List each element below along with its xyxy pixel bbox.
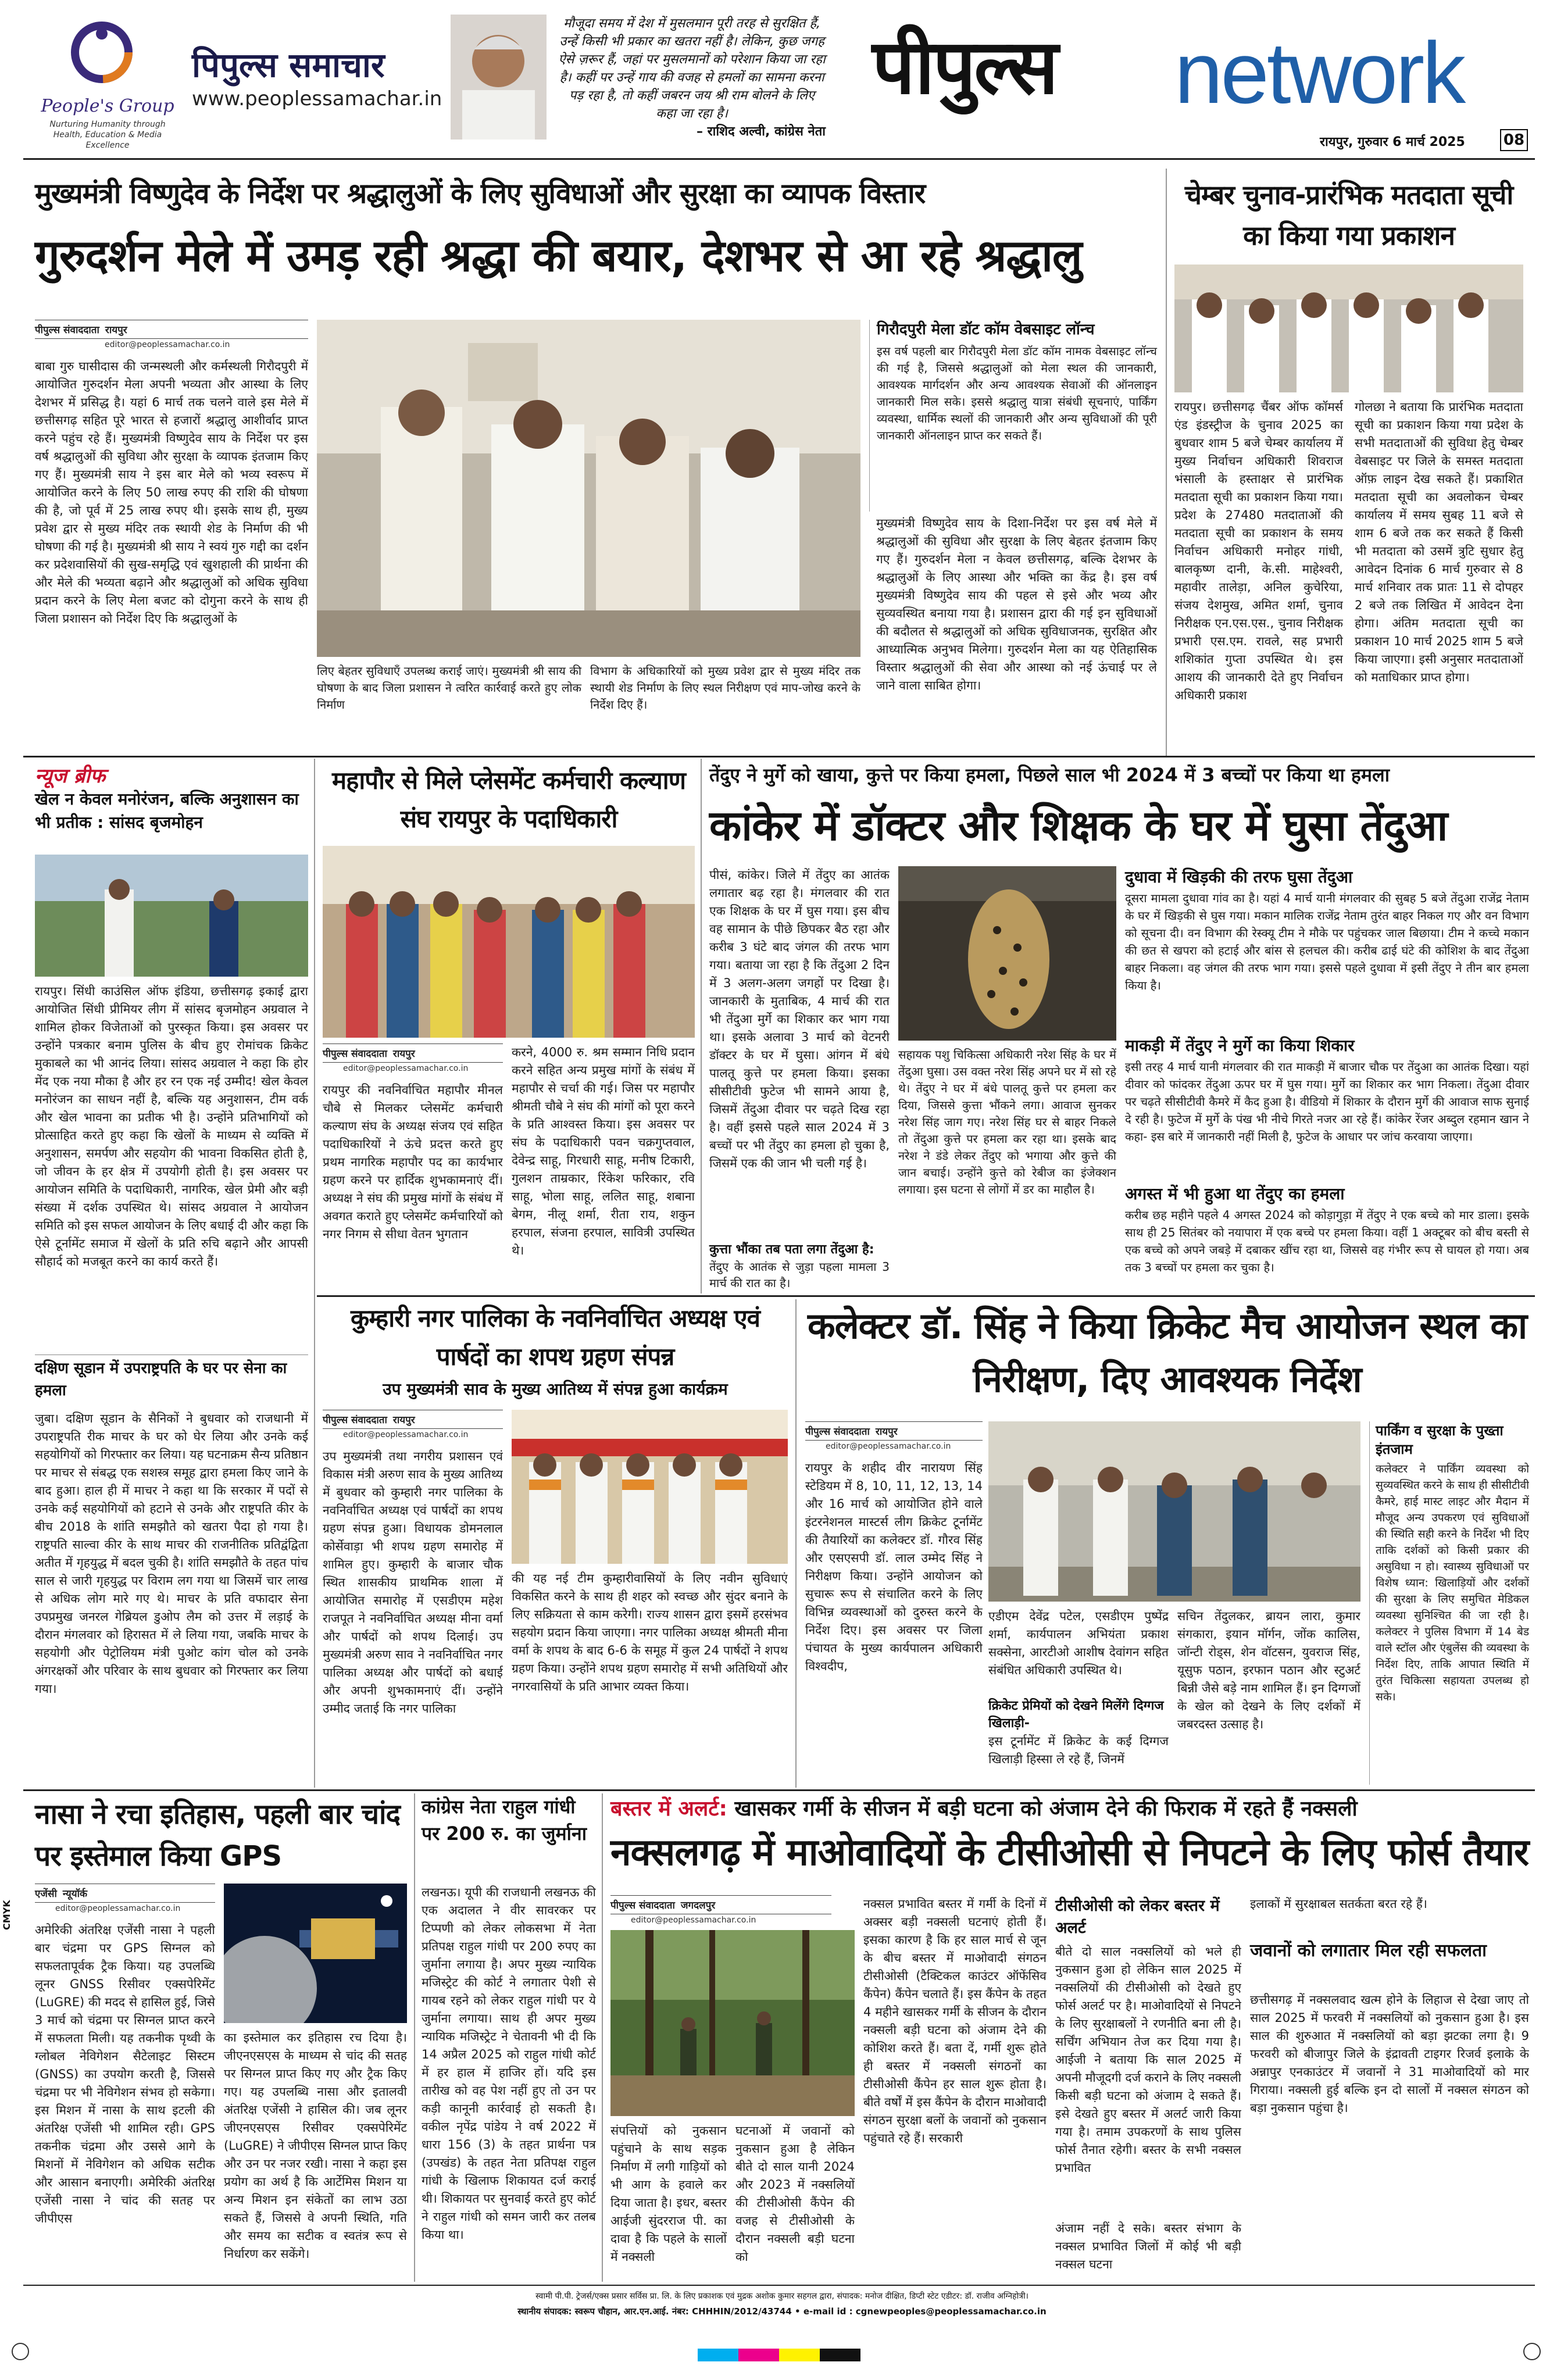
brief-col-divider (314, 759, 315, 1788)
lead-col1: बाबा गुरु घासीदास की जन्मस्थली और कर्मस्थली गिरौदपुरी में आयोजित गुरुदर्शन मेला अपनी भव्यता और आस्था के लिए देशभर में प्रसिद्ध है। यहां 6 मार्च तक चलने वाले इस मेले में छत्तीसगढ़ सहित पूरे भारत से हजारों श्रद्धालु आशीर्वाद प्राप्त करने पहुंच रहे हैं। मुख्यमंत्री विष्णुदेव साय के निर्देश पर इस वर्ष श्रद्धालुओं की सुविधा और सुरक्षा के व्यापक इंतजाम किए गए हैं। मुख्यमंत्री साय ने इस बार मेले को भव्य स्वरूप में आयोजित करने के लिए 50 लाख रुपए की राशि की घोषणा की है, जो पूर्व में 25 लाख रुपए थी। इसके साथ ही, मुख्य प्रवेश द्वार से मुख्य मंदिर तक स्थायी शेड के निर्माण की भी घोषणा की गई है। मुख्यमंत्री श्री साय ने स्वयं गुरु गद्दी का दर्शन कर प्रदेशवासियों की सुख-समृद्धि एवं खुशहाली की प्रार्थना की और मेले की भव्यता बढ़ाने और श्रद्धालुओं को अधिक सुविधा प्रदान करने के लिए मेला बजट को दोगुना करने के साथ ही जिला प्रशासन को निर्देश दिए कि श्रद्धालुओं के (35, 359, 308, 626)
byline-name: पीपुल्स संवाददाता (323, 1414, 387, 1426)
leopard-headline: कांकेर में डॉक्टर और शिक्षक के घर में घुसा तेंदुआ (709, 801, 1448, 850)
kumhari-col1: उप मुख्यमंत्री तथा नगरीय प्रशासन एवं विकास मंत्री अरुण साव के मुख्य आतिथ्य में बुधवार को कुम्हारी नगर पालिका के नवनिर्वाचित अध्यक्ष एवं पार्षदों का शपथ ग्रहण संपन्न हुआ। विधायक डोमनलाल कोर्सेवाड़ा भी शपथ ग्रहण समारोह में शामिल हुए। कुम्हारी के बाजार चौक स्थित शासकीय प्राथमिक शाला में आयोजित समारोह में एसडीएम महेश राजपूत ने नवनिर्वाचित अध्यक्ष मीना वर्मा और पार्षदों को शपथ दिलाई। उप मुख्यमंत्री अरुण साव ने नवनिर्वाचित नगर पालिका अध्यक्ष और पार्षदों को बधाई और अपनी शुभकामनाएं दीं। उन्होंने उम्मीद जताई कि नगर पालिका (323, 1449, 503, 1716)
nasa-photo (224, 1884, 407, 2023)
leopard-sub4-text: करीब छह महीने पहले 4 अगस्त 2024 को कोड़ागुड़ा में तेंदुए ने एक बच्चे को मार डाला। इसके साथ ही 25 सितंबर को नयापारा में एक बच्चे पर हमला किया। वहीं 1 अक्टूबर को बीच बस्ती से एक बच्चे को अपने जबड़े में दबाकर खींच रहा था, जिससे वह गंभीर रूप से घायल हो गया। अब तक 3 बच्चों पर हमला कर चुका है। (1125, 1208, 1529, 1274)
leopard-sub1-text: तेंदुए के आतंक से जुड़ा पहला मामला 3 मार्च की रात का है। (709, 1260, 890, 1290)
collector-byline (805, 1421, 983, 1441)
mayor-col2: करने, 4000 रु. श्रम सम्मान निधि प्रदान करने सहित अन्य प्रमुख मांगों के संबंध में महापौर से चर्चा की गई। जिस पर महापौर श्रीमती चौबे ने संघ की मांगों को पूरा करने के प्रति आश्वस्त किया। इस अवसर पर संघ के पदाधिकारी पवन चक्रगुप्तवाल, देवेन्द्र साहू, गिरधारी साहू, मनीष टिकारी, गुलशन ताम्रकार, रिंकेश फरिकार, रवि साहू, भोला साहू, ललित साहू, शबाना बेगम, नीलू शर्मा, रीता राय, शकुन हरपाल, संजना हरपाल, सावित्री उपस्थित थे। (512, 1045, 695, 1257)
brief-text-2: जुबा। दक्षिण सूडान के सैनिकों ने बुधवार को राजधानी में उपराष्ट्रपति रीक माचर के घर को घेर लिया और उनके कई सहयोगियों को गिरफ्तार कर लिया। यह घटनाक्रम सैन्य प्रतिष्ठान पर माचर से संबद्ध एक सशस्त्र समूह द्वारा हमला किए जाने के बाद हुआ। हाल ही में माचर ने कहा था कि सरकार में पदों से उनके कई सहयोगियों को हटाने से उनके और राष्ट्रपति कीर के बीच 2018 के शांति समझौते को खतरा पैदा हो गया है। राष्ट्रपति साल्वा कीर के साथ माचर की राजनीतिक प्रतिद्वंद्विता अतीत में गृहयुद्ध में बदल चुकी है। शांति समझौते के तहत पांच साल से जारी गृहयुद्ध पर विराम लग गया था जिसमें चार लाख से अधिक लोग मारे गए थे। माचर के प्रति वफादार सेना उपप्रमुख जनरल गेब्रियल डुओप लैम को उत्तर में लड़ाई के दौरान मंगलवार को हिरासत में ले लिया गया, जबकि माचर के सहयोगी और पेट्रोलियम मंत्री पुओट कांग चोल को उनके अंगरक्षकों और परिवार के साथ बुधवार को गिरफ्तार कर लिया गया। (35, 1411, 308, 1696)
naxal-left-fragment: अंजाम नहीं दे सके। बस्तर संभाग के नक्सल प्रभावित जिलों में कोई भी बड़ी नक्सल घटना (1055, 2221, 1241, 2271)
quote-text: मौजूदा समय में देश में मुसलमान पूरी तरह से सुरक्षित हैं, उन्हें किसी भी प्रकार का खतरा नहीं है। लेकिन, कुछ जगह ऐसे ज़रूर हैं, जहां पर मुसलमानों को परेशान किया जा रहा है। कहीं पर उन्हें गाय की वजह से हमलों का सामना करना पड़ रहा है, तो कहीं जबरन जय श्री राम बोलने के लिए कहा जा रहा है। (558, 16, 826, 121)
nasa-col2: का इस्तेमाल कर इतिहास रच दिया है। जीएनएसएस के माध्यम से चांद की सतह पर सिग्नल प्राप्त किए गए और ट्रैक किए गए। यह उपलब्धि नासा और इतालवी अंतरिक्ष एजेंसी ने हासिल की। जब लूनर जीएनएसएस रिसीवर एक्सपेरिमेंट (LuGRE) ने जीपीएस सिग्नल प्राप्त किए और उन पर नजर रखी। नासा ने कहा इस प्रयोग का अर्थ है कि आर्टेमिस मिशन या अन्य मिशन इन संकेतों का लाभ उठा सकते हैं, जिससे वे अपनी स्थिति, गति और समय का सटीक व स्वतंत्र रूप से निर्धारण कर सकेंगे। (224, 2031, 407, 2261)
collector-headline: कलेक्टर डॉ. सिंह ने किया क्रिकेट मैच आयोजन स्थल का निरीक्षण, दिए आवश्यक निर्देश (807, 1305, 1527, 1400)
naxal-sub: जवानों को लगातार मिल रही सफलता (1250, 1941, 1487, 1961)
byline-name: पीपुल्स संवाददाता (323, 1048, 387, 1060)
registration-mark-left (12, 2343, 29, 2360)
collector-col3: सचिन तेंदुलकर, ब्रायन लारा, कुमार संगकारा, इयान मॉर्गन, जोंक कालिस, जॉन्टी रोड्स, शेन वॉटसन, युवराज सिंह, यूसुफ पठान, इरफान पठान और स्टुअर्ट बिन्नी जैसे बड़े नाम शामिल हैं। इन दिग्गजों के खेल को देखने के लिए दर्शकों में जबरदस्त उत्साह है। (1177, 1609, 1360, 1731)
mayor-byline (323, 1044, 503, 1063)
lead-byline (35, 320, 308, 339)
naxal-byline (610, 1895, 831, 1914)
date-line: रायपुर, गुरुवार 6 मार्च 2025 (1320, 135, 1465, 149)
mayor-photo (323, 846, 695, 1038)
registration-mark-right (1523, 2343, 1541, 2360)
collector-email[interactable]: editor@peoplessamachar.co.in (826, 1442, 951, 1451)
brief-text-1: रायपुर। सिंधी काउंसिल ऑफ इंडिया, छत्तीसगढ़ इकाई द्वारा आयोजित सिंधी प्रीमियर लीग में सांसद बृजमोहन अग्रवाल ने शामिल होकर विजेताओं को पुरस्कृत किया। इस अवसर पर उन्होंने पत्रकार बनाम पुलिस के बीच हुए रोमांचक क्रिकेट मुकाबले का भी आनंद लिया। सांसद अग्रवाल ने कहा कि होर मेंद एक नया मौका है और हर रन एक नई उम्मीद! खेल केवल मनोरंजन का साधन नहीं है, बल्कि यह अनुशासन, टीम वर्क और खेल भावना का प्रतीक भी है। उन्होंने प्रतिभागियों को प्रोत्साहित करते हुए कहा कि खेलों के माध्यम से व्यक्ति में अनुशासन, समर्पण और सहयोग की भावना विकसित होती है, जो जीवन के हर क्षेत्र में उपयोगी होती है। इस अवसर पर आयोजन समिति के पदाधिकारी, नागरिक, खेल प्रेमी और बड़ी संख्या में दर्शक उपस्थित थे। सांसद अग्रवाल ने आयोजन समिति को इस सफल आयोजन के लिए बधाई दी और कहा कि ऐसे टूर्नामेंट समाज में खेलों के प्रति रुचि बढ़ाने और आपसी सौहार्द को मजबूत करने का कार्य करते हैं। (35, 984, 308, 1268)
leopard-sub3-text: इसी तरह 4 मार्च यानी मंगलवार की रात माकड़ी में बाजार चौक पर तेंदुआ का आतंक दिखा। यहां दीवार को फांदकर तेंदुआ ऊपर घर में घुस गया। मुर्गे का शिकार कर भाग निकला। तेंदुआ दीवार पर चढ़ते सीसीटीवी कैमरे में कैद हुआ है। वीडियो में शिकार के दौरान मुर्गे की आवाज साफ सुनाई दे रही है। फुटेज में मुर्गे के पंख भी नीचे गिरते नजर आ रहे हैं। कांकेर रेंजर अब्दुल रहमान खान ने कहा- इस बारे में जानकारी नहीं मिली है, फुटेज के आधार पर जांच करवाया जाएगा। (1125, 1060, 1529, 1143)
mayor-headline: महापौर से मिले प्लेसमेंट कर्मचारी कल्याण संघ रायपुर के पदाधिकारी (331, 766, 686, 833)
naxal-headline: नक्सलगढ़ में माओवादियों के टीसीओसी से निपटने के लिए फोर्स तैयार (610, 1831, 1529, 1874)
lead-col3: मुख्यमंत्री विष्णुदेव साय के दिशा-निर्देश पर इस वर्ष मेले में श्रद्धालुओं की सुविधा और सुरक्षा के लिए बेहतर इंतजाम किए गए हैं। गुरुदर्शन मेला न केवल छत्तीसगढ़, बल्कि देशभर के श्रद्धालुओं के लिए आस्था और भक्ति का केंद्र है। इस वर्ष मुख्यमंत्री विष्णुदेव साय की पहल से इसे और भव्य और सुव्यवस्थित बनाया गया है। प्रशासन द्वारा की गई इन सुविधाओं की बदौलत से श्रद्धालुओं को अधिक सुविधाजनक, सुरक्षित और आध्यात्मिक अनुभव मिलेगा। गुरुदर्शन मेला का यह ऐतिहासिक विस्तार श्रद्धालुओं की सेवा और आस्था को नई ऊंचाई पर ले जाने वाला साबित होगा। (876, 516, 1157, 692)
collector-col1: रायपुर के शहीद वीर नारायण सिंह स्टेडियम में 8, 10, 11, 12, 13, 14 और 16 मार्च को आयोजित होने वाले इंटरनेशनल मास्टर्स लीग क्रिकेट टूर्नामेंट की तैयारियों का कलेक्टर डॉ. गौरव सिंह और एसएसपी डॉ. लाल उम्मेद सिंह ने निरीक्षण किया। उन्होंने आयोजन को सुचारू रूप से संचालित करने के लिए विभिन्न व्यवस्थाओं को दुरुस्त करने के निर्देश दिए। इस अवसर पर जिला पंचायत के मुख्य कार्यपालन अधिकारी विश्वदीप, (805, 1461, 983, 1673)
row3-divider (23, 1789, 1535, 1791)
quote-author: – राशिद अल्वी, कांग्रेस नेता (696, 124, 826, 139)
news-brief-label: न्यूज ब्रीफ (35, 764, 106, 788)
kumhari-deck: उप मुख्यमंत्री साव के मुख्य आतिथ्य में संपन्न हुआ कार्यक्रम (383, 1380, 728, 1399)
byline-place: रायपुर (392, 1414, 415, 1426)
collector-sub-text: इस टूर्नामेंट में क्रिकेट के कई दिग्गज खिलाड़ी हिस्सा ले रहे हैं, जिनमें (988, 1734, 1169, 1766)
nasa-divider (414, 1793, 415, 2282)
collector-col2: एडीएम देवेंद्र पटेल, एसडीएम पुष्पेंद्र शर्मा, कार्यपालन अभियंता प्रकाश सक्सेना, आरटीओ आशीष देवांगन सहित संबंधित अधिकारी उपस्थित थे। (988, 1609, 1169, 1677)
leopard-deck: तेंदुए ने मुर्गे को खाया, कुत्ते पर किया हमला, पिछले साल भी 2024 में 3 बच्चों पर किया था हमला (709, 764, 1390, 786)
page-number: 08 (1500, 129, 1528, 151)
byline-place: जगदलपुर (680, 1900, 716, 1911)
parking-box-title: पार्किंग व सुरक्षा के पुख्ता इंतजाम (1376, 1423, 1504, 1457)
naxal-kicker (610, 1793, 1529, 1825)
color-bar (698, 2349, 860, 2361)
leopard-sub4: अगस्त में भी हुआ था तेंदुए का हमला (1125, 1184, 1345, 1203)
lead-email[interactable]: editor@peoplessamachar.co.in (105, 340, 230, 349)
kumhari-headline: कुम्हारी नगर पालिका के नवनिर्वाचित अध्यक्ष एवं पार्षदों का शपथ ग्रहण संपन्न (350, 1304, 760, 1371)
footer-divider (23, 2285, 1535, 2286)
group-tagline: Nurturing Humanity through Health, Education & Media Excellence (49, 120, 166, 150)
kumhari-col2: की यह नई टीम कुम्हारीवासियों के लिए नवीन सुविधाएं विकसित करने के साथ ही शहर को स्वच्छ और सुंदर बनाने के लिए सक्रियता से काम करेगी। राज्य शासन द्वारा इसमें हरसंभव सहयोग प्रदान किया जाएगा। नगर पालिका अध्यक्ष श्रीमती मीना वर्मा के शपथ के बाद 6-6 के समूह में कुल 24 पार्षदों ने शपथ ग्रहण किया। उन्होंने शपथ ग्रहण समारोह में सभी अतिथियों और नगरवासियों के प्रति आभार व्यक्त किया। (512, 1571, 788, 1693)
collector-parking-box (1369, 1421, 1529, 1785)
byline-name: पीपुल्स संवाददाता (35, 324, 99, 336)
nasa-byline (35, 1884, 215, 1903)
mid-col-divider (701, 759, 702, 1293)
brand-hindi: पीपुल्स (872, 23, 1057, 111)
brief-headline-2: दक्षिण सूडान में उपराष्ट्रपति के घर पर सेना का हमला (35, 1360, 287, 1399)
naxal-sub-text: छत्तीसगढ़ में नक्सलवाद खत्म होने के लिहाज से देखा जाए तो साल 2025 में फरवरी में नक्सलियों को नुकसान हुआ है। इस साल की शुरुआत में नक्सलियों को बड़ा झटका लगा है। 9 फरवरी को बीजापुर जिले के इंद्रावती टाइगर रिजर्व इलाके के अन्नापुर एनकाउंटर में जवानों ने 31 माओवादियों को मार गिराया। नक्सली हुई बल्कि इन दो सालों में नक्सल संगठन को बड़ा नुकसान पहुंचा है। (1250, 1993, 1529, 2115)
chamber-headline: चेम्बर चुनाव-प्रारंभिक मतदाता सूची का किया गया प्रकाशन (1184, 179, 1513, 251)
byline-place: रायपुर (105, 324, 127, 336)
byline-place: रायपुर (392, 1048, 415, 1060)
lead-website-box (869, 320, 1157, 512)
byline-name: पीपुल्स संवाददाता (805, 1426, 870, 1438)
mayor-col1: रायपुर की नवनिर्वाचित महापौर मीनल चौबे से मिलकर प्लेसमेंट कर्मचारी कल्याण संघ के अध्यक्ष संजय एवं सहित पदाधिकारियों ने ऊंचे प्रदत्त करते हुए प्रथम नागरिक महापौर पद का कार्यभार ग्रहण करने पर हार्दिक शुभकामनाएं दीं। अध्यक्ष ने संघ की प्रमुख मांगों के संबंध में अवगत कराते हुए प्लेसमेंट कर्मचारियों को नगर निगम से सीधा वेतन भुगतान (323, 1083, 503, 1241)
leopard-sub2: दुधावा में खिड़की की तरफ घुसा तेंदुआ (1125, 867, 1353, 887)
byline-agency: एजेंसी (35, 1888, 57, 1900)
naxal-photo (610, 1930, 855, 2116)
row2-divider (317, 1295, 1535, 1297)
naxal-alert-box (1055, 1895, 1241, 2279)
kumhari-divider (795, 1299, 797, 1788)
parking-box-text: कलेक्टर ने पार्किंग व्यवस्था को सुव्यवस्थित करने के साथ ही सीसीटीवी कैमरे, हाई मास्ट लाइट और मैदान में मौजूद अन्य उपकरण एवं सुविधाओं की स्थिति सही करने के निर्देश भी दिए ताकि दर्शकों को किसी प्रकार की असुविधा न हो। स्वास्थ्य सुविधाओं पर विशेष ध्यान: खिलाड़ियों और दर्शकों की सुरक्षा के लिए समुचित मेडिकल व्यवस्था सुनिश्चित की जा रही है। कलेक्टर ने पुलिस विभाग में 14 बेड वाले स्टॉल और एंबुलेंस की व्यवस्था के निर्देश दिए, ताकि आपात स्थिति में तुरंत चिकित्सा सहायता उपलब्ध हो सके। (1376, 1463, 1529, 1703)
brand-english: network (1174, 24, 1464, 121)
brief-photo-1 (35, 855, 308, 977)
nasa-headline: नासा ने रचा इतिहास, पहली बार चांद पर इस्तेमाल किया GPS (35, 1798, 400, 1872)
byline-name: पीपुल्स संवाददाता (610, 1900, 675, 1911)
nasa-email[interactable]: editor@peoplessamachar.co.in (55, 1904, 181, 1913)
brief-headline-1: खेल न केवल मनोरंजन, बल्कि अनुशासन का भी प्रतीक : सांसद बृजमोहन (35, 789, 299, 832)
footer-line-2: स्थानीय संपादक: स्वरूप चौहान, आर.एन.आई. नंबर: CHHHIN/2012/43744 • e-mail id : cgnewpeoples@peoplessamachar.co.in (517, 2306, 1047, 2317)
leopard-sub2-text: दूसरा मामला दुधावा गांव का है। यहां 4 मार्च यानी मंगलवार की सुबह 5 बजे तेंदुआ राजेंद्र नेताम के घर में खिड़की से घुस गया। मकान मालिक राजेंद्र नेताम तुरंत बाहर निकल गए और वन विभाग को सूचना दी। वन विभाग की रेस्क्यू टीम ने मौके पर पहुंचकर जाल बिछाया। टीम ने कच्चे मकान की छत से खपरा को हटाई और बांस से हलचल की। करीब ढाई घंटे की कोशिश के बाद तेंदुआ बाहर निकला। वह जंगल की तरफ भाग गया। इससे पहले दुधावा में इसी तेंदुए ने तीन बार हमला किया है। (1125, 891, 1529, 992)
naxal-col1: नक्सल प्रभावित बस्तर में गर्मी के दिनों में अक्सर बड़ी नक्सली घटनाएं होती हैं। इसका कारण है कि हर साल मार्च से जून के बीच बस्तर में माओवादी संगठन टीसीओसी (टैक्टिकल काउंटर ऑफेंसिव कैंपेन) कैंपेन चलाते हैं। इस कैंपेन के तहत 4 महीने खासकर गर्मी के सीजन के दौरान नक्सली बड़ी घटना को अंजाम देने की कोशिश करते हैं। बता दें, गर्मी शुरू होते ही बस्तर में नक्सली संगठनों का टीसीओसी कैंपेन हर साल शुरू होता है। बीते वर्षों में इस कैंपेन के दौरान माओवादी संगठन सुरक्षा बलों के जवानों को नुकसान पहुंचाते रहे हैं। सरकारी (863, 1897, 1047, 2145)
byline-place: न्यूयॉर्क (62, 1888, 88, 1900)
collector-sub: क्रिकेट प्रेमियों को देखने मिलेंगे दिग्गज खिलाड़ी- (988, 1699, 1164, 1731)
naxal-email[interactable]: editor@peoplessamachar.co.in (631, 1916, 756, 1925)
paper-title: पिपुल्स समाचार (192, 45, 385, 85)
chamber-col1: रायपुर। छत्तीसगढ़ चैंबर ऑफ कॉमर्स एंड इंडस्ट्रीज के चुनाव 2025 का बुधवार शाम 5 बजे चेम्बर कार्यालय में मुख्य निर्वाचन अधिकारी शिवराज भंसाली के हस्ताक्षर से प्रारंभिक मतदाता सूची का प्रकाशन किया गया। प्रदेश के 27480 मतदाताओं की मतदाता सूची का प्रकाशन के समय निर्वाचन अधिकारी मनोहर गांधी, बालकृष्ण दानी, के.सी. माहेश्वरी, महावीर तालेड़ा, अनिल कुचेरिया, संजय देशमुख, अमित शर्मा, चुनाव निरीक्षक एन.एस.एस., चुनाव निरीक्षक प्रभारी एस.एम. रावले, सह प्रभारी शशिकांत गुप्ता उपस्थित थे। इस आशय की जानकारी देते हुए निर्वाचन अधिकारी प्रकाश (1174, 400, 1343, 702)
lead-photo (317, 320, 860, 657)
naxal-col3: इलाकों में सुरक्षाबल सतर्कता बरत रहे हैं। (1250, 1897, 1427, 1911)
row1-divider (23, 756, 1535, 757)
quote-author-photo (451, 15, 547, 140)
group-name: People's Group (41, 96, 174, 116)
masthead (0, 0, 1557, 174)
rahul-col1: लखनऊ। यूपी की राजधानी लखनऊ की एक अदालत ने वीर सावरकर पर टिप्पणी को लेकर लोकसभा में नेता प्रतिपक्ष राहुल गांधी पर 200 रुपए का जुर्माना लगाया है। अपर मुख्य न्यायिक मजिस्ट्रेट की कोर्ट ने लगातार पेशी से गायब रहने को लेकर राहुल गांधी पर ये जुर्माना लगाया। साथ ही अपर मुख्य न्यायिक मजिस्ट्रेट ने चेतावनी भी दी कि 14 अप्रैल 2025 को राहुल गांधी कोर्ट में हर हाल में हाजिर हों। यदि इस तारीख को वह पेश नहीं हुए तो उन पर कड़ी कानूनी कार्रवाई हो सकती है। वकील नृपेंद्र पांडेय ने वर्ष 2022 में धारा 156 (3) के तहत प्रार्थना पत्र (उपखंड) के तहत नेता प्रतिपक्ष राहुल गांधी के खिलाफ शिकायत दर्ज कराई थी। शिकायत पर सुनवाई करते हुए कोर्ट ने राहुल गांधी को समन जारी कर तलब किया था। (422, 1885, 596, 2242)
website-link[interactable]: www.peoplessamachar.in (192, 87, 442, 110)
cmyk-mark: CMYK (1, 1900, 12, 1930)
nasa-col1: अमेरिकी अंतरिक्ष एजेंसी नासा ने पहली बार चंद्रमा पर GPS सिग्नल को सफलतापूर्वक ट्रैक किया। यह उपलब्धि लूनर GNSS रिसीवर एक्सपेरिमेंट (LuGRE) की मदद से हासिल हुई, जिसे 3 मार्च को चंद्रमा पर सिग्नल प्राप्त करने में सफलता मिली। यह तकनीक पृथ्वी के ग्लोबल नेविगेशन सैटेलाइट सिस्टम (GNSS) का उपयोग करती है, जिससे चंद्रमा पर भी नेविगेशन संभव हो सकेगा। इस मिशन में नासा के साथ इटली की अंतरिक्ष एजेंसी भी शामिल रही। GPS तकनीक चंद्रमा और उससे आगे के मिशनों में नेविगेशन को अधिक सटीक और आसान बनाएगी। अमेरिकी अंतरिक्ष एजेंसी नासा ने चांद की सतह पर जीपीएस (35, 1923, 215, 2225)
kumhari-byline (323, 1410, 503, 1429)
kumhari-email[interactable]: editor@peoplessamachar.co.in (343, 1430, 469, 1439)
chamber-col2: गोलछा ने बताया कि प्रारंभिक मतदाता सूची का प्रकाशन किया गया प्रदेश के सभी मतदाताओं की सुविधा हेतु चेम्बर वेबसाइट पर जिले के समस्त मतदाता ऑफ़ लाइन देख सकते हैं। प्रकाशित मतदाता सूची का अवलोकन चेम्बर कार्यालय में समय सुबह 11 बजे से शाम 6 बजे तक कर सकते हैं किसी भी मतदाता को उसमें त्रुटि सुधार हेतु आवेदन दिनांक 6 मार्च गुरुवार से 8 मार्च शनिवार तक प्रातः 11 से दोपहर 2 बजे तक लिखित में आवेदन देना होगा। अंतिम मतदाता सूची का प्रकाशन 10 मार्च 2025 शाम 5 बजे किया जाएगा। इसी अनुसार मतदाताओं को मताधिकार प्राप्त होगा। (1355, 400, 1523, 684)
rahul-headline: कांग्रेस नेता राहुल गांधी पर 200 रु. का जुर्माना (422, 1796, 587, 1845)
leopard-caption: सहायक पशु चिकित्सा अधिकारी नरेश सिंह के घर में तेंदुआ घुसा। उस वक्त नरेश सिंह अपने घर में सो रहे थे। तेंदुए ने घर में बंधे पालतू कुत्ते पर हमला कर दिया, जिससे कुत्ता भौंकने लगा। आवाज सुनकर नरेश सिंह जाग गए। नरेश सिंह घर से बाहर निकले तो तेंदुआ कुत्ते पर हमला कर रहा था। इसके बाद नरेश ने डंडे लेकर तेंदुए को भगाया और कुत्ते की जान बचाई। उन्होंने कुत्ते को रेबीज का इंजेक्शन लगाया। इस घटना से लोगों में डर का माहौल है। (898, 1048, 1116, 1196)
leopard-sub1: कुत्ता भौंका तब पता लगा तेंदुआ है: (709, 1242, 874, 1257)
rahul-divider (602, 1793, 603, 2282)
lead-caption-1: लिए बेहतर सुविधाएँ उपलब्ध कराई जाएं। मुख्यमंत्री श्री साय की घोषणा के बाद जिला प्रशासन ने त्वरित कार्रवाई करते हुए लोक निर्माण (317, 664, 581, 712)
naxal-caption-2: घटनाओं में जवानों को नुकसान हुआ है लेकिन बीते दो साल यानी 2024 और 2023 में नक्सलियों की टीसीओसी कैंपेन की वजह से टीसीओसी के दौरान नक्सली बड़ी घटना को (735, 2124, 855, 2264)
alert-box-text: बीते दो साल नक्सलियों को भले ही नुकसान हुआ हो लेकिन साल 2025 में नक्सलियों की टीसीओसी को देखते हुए फोर्स अलर्ट पर है। माओवादियों से निपटने के लिए सुरक्षाबलों ने रणनीति बना ली है। सर्चिंग अभियान तेज कर दिया गया है। आईजी ने बताया कि साल 2025 में अपनी मौजूदगी दर्ज कराने के लिए नक्सली किसी बड़ी घटना को अंजाम दे सकते हैं। इसे देखते हुए बस्तर में अलर्ट जारी किया गया है। तमाम उपकरणों के साथ पुलिस फोर्स तैनात रहेगी। बस्तर के सभी नक्सल प्रभावित (1055, 1945, 1241, 2175)
lead-caption-2: विभाग के अधिकारियों को मुख्य प्रवेश द्वार से मुख्य मंदिर तक स्थायी शेड निर्माण के लिए स्थल निरीक्षण एवं माप-जोख करने के निर्देश दिए हैं। (590, 664, 860, 712)
group-logo (35, 17, 180, 151)
kumhari-photo (512, 1410, 788, 1564)
leopard-photo (898, 866, 1116, 1041)
chamber-divider (1166, 169, 1167, 756)
byline-place: रायपुर (875, 1426, 898, 1438)
leopard-col1: पीसं, कांकेर। जिले में तेंदुए का आतंक लगातार बढ़ रहा है। मंगलवार की रात एक शिक्षक के घर में घुस गया। इस बीच वह सामान के पीछे छिपकर बैठ रहा और करीब 3 घंटे बाद जंगल की तरफ भाग गया। बताया जा रहा है कि तेंदुआ 2 दिन में 3 अलग-अलग जगहों पर दिखा है। जानकारी के मुताबिक, 4 मार्च की रात भी तेंदुआ मुर्गे का शिकार कर भाग गया था। इसके अलावा 3 मार्च को वेटनरी डॉक्टर के घर में घुसा। आंगन में बंधे पालतू कुत्ते पर हमला किया। इसका सीसीटीवी फुटेज भी सामने आया है, जिसमें तेंदुआ दीवार पर चढ़ते दिख रहा है। वहीं इससे पहले साल 2024 में 3 बच्चों पर भी तेंदुए का हमला हो चुका है, जिसमें एक की जान भी चली गई है। (709, 868, 890, 1170)
naxal-kicker-text: खासकर गर्मी के सीजन में बड़ी घटना को अंजाम देने की फिराक में रहते हैं नक्सली (734, 1797, 1358, 1821)
website-box-title: गिरौदपुरी मेला डॉट कॉम वेबसाइट लॉन्च (877, 321, 1095, 338)
naxal-caption: संपत्तियों को नुकसान पहुंचाने के साथ सड़क निर्माण में लगी गाड़ियों को भी आग के हवाले कर दिया जाता है। इधर, बस्तर आईजी सुंदरराज पी. का दावा है कि पहले के सालों में नक्सली (610, 2124, 727, 2264)
website-box-text: इस वर्ष पहली बार गिरौदपुरी मेला डॉट कॉम नामक वेबसाइट लॉन्च की गई है, जिससे श्रद्धालुओं को मेला स्थल की जानकारी, आवश्यक मार्गदर्शन और अन्य आवश्यक सेवाओं की ऑनलाइन जानकारी मिल सके। इससे श्रद्धालु यात्रा संबंधी सूचनाएं, पार्किंग व्यवस्था, धार्मिक स्थलों की जानकारी और अन्य सुविधाओं की पूरी जानकारी ऑनलाइन प्राप्त कर सकते हैं। (877, 344, 1157, 442)
lead-headline: गुरुदर्शन मेले में उमड़ रही श्रद्धा की बयार, देशभर से आ रहे श्रद्धालु (35, 230, 1082, 281)
alert-box-title: टीसीओसी को लेकर बस्तर में अलर्ट (1055, 1897, 1220, 1937)
naxal-kicker-red: बस्तर में अलर्ट: (610, 1797, 727, 1821)
mayor-email[interactable]: editor@peoplessamachar.co.in (343, 1064, 469, 1073)
group-logo-icon (64, 17, 140, 93)
collector-photo (988, 1421, 1360, 1602)
masthead-divider (23, 158, 1535, 160)
leopard-sub3: माकड़ी में तेंदुए ने मुर्गे का किया शिकार (1125, 1036, 1355, 1055)
chamber-photo (1174, 265, 1523, 392)
lead-kicker: मुख्यमंत्री विष्णुदेव के निर्देश पर श्रद्धालुओं के लिए सुविधाओं और सुरक्षा का व्यापक विस्तार (35, 177, 926, 210)
footer-line-1: स्वामी पी.पी. ट्रेजर्स/एक्स प्रसार सर्विस प्रा. लि. के लिए प्रकाशक एवं मुद्रक अशोक कुमार सहगल द्वारा, संपादक: मनोज दीक्षित, डिप्टी स्टेट एडीटर: डॉ. राजीव अग्निहोत्री। (535, 2292, 1029, 2301)
